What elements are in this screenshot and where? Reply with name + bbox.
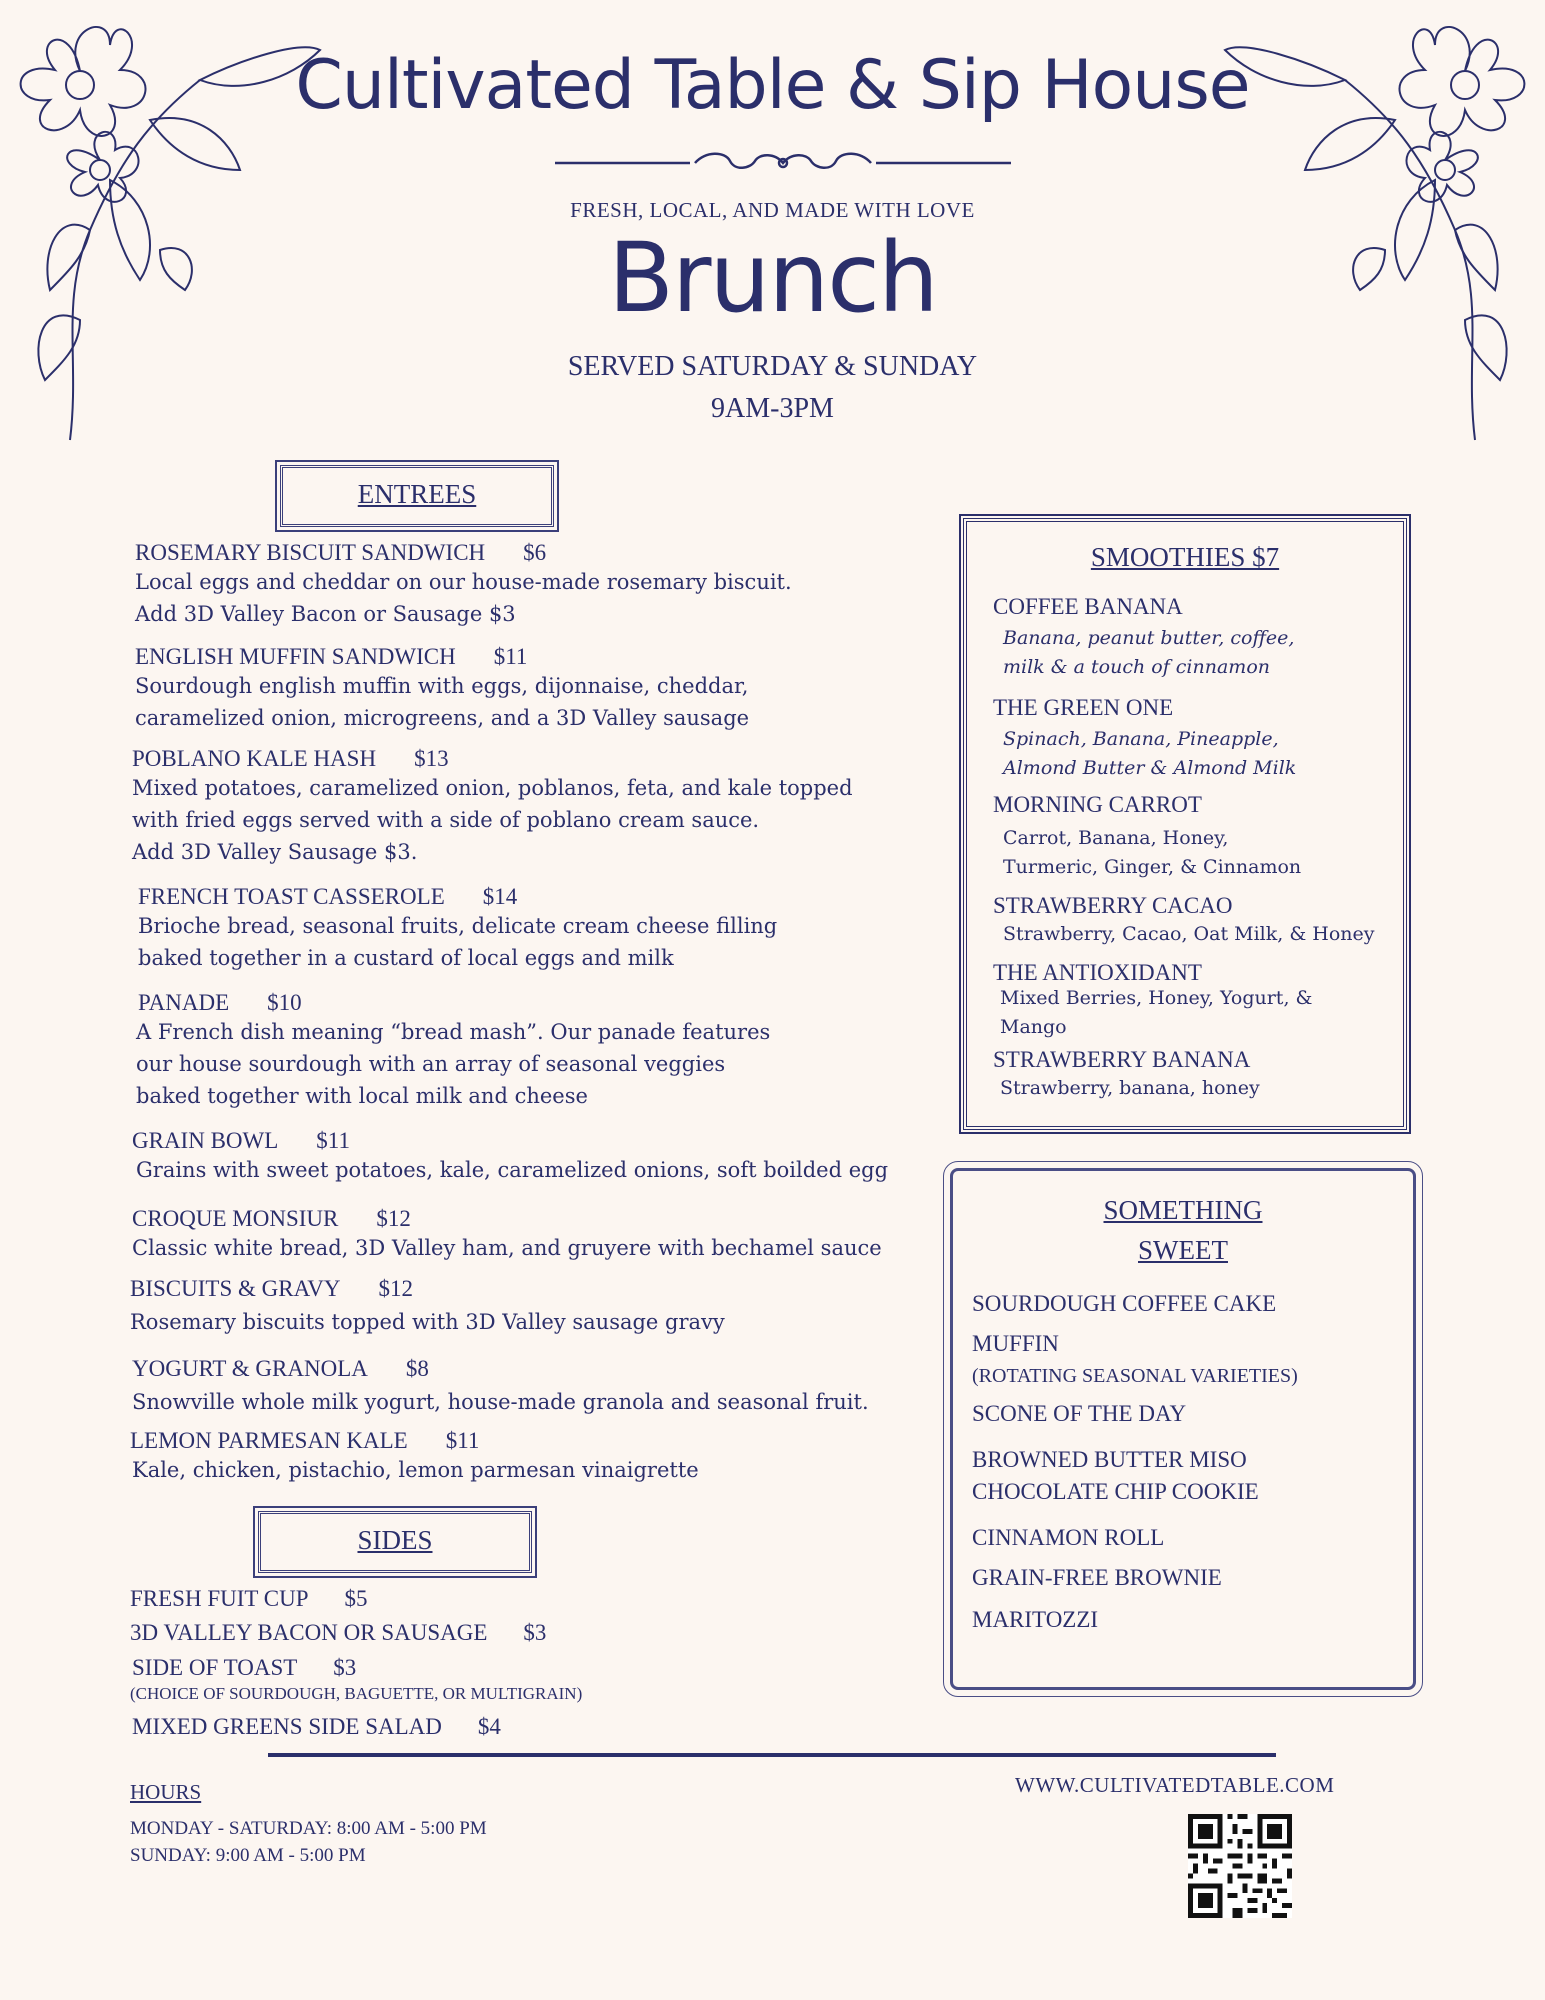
entree-price: $14 [482,884,518,909]
entree-item [132,746,912,868]
entree-name: POBLANO KALE HASH [132,746,377,771]
smoothies-heading: SMOOTHIES $7 [1090,542,1280,572]
entree-name: FRENCH TOAST CASSEROLE [138,884,445,909]
side-name: MIXED GREENS SIDE SALAD [132,1714,442,1739]
smoothie-desc [1003,920,1393,949]
sweet-heading [950,1190,1416,1270]
entree-item [132,1128,912,1186]
smoothie-name: STRAWBERRY BANANA [993,1047,1251,1072]
entree-price: $13 [414,746,449,771]
entree-desc: baked together with local milk and cheese [136,1084,588,1108]
smoothie-desc [1003,624,1393,682]
side-note: (CHOICE OF SOURDOUGH, BAGUETTE, OR MULTIGRAIN) [130,1684,583,1703]
footer-divider [268,1753,1276,1757]
smoothie-desc [1000,984,1390,1042]
entrees-heading: ENTREES [280,465,554,527]
entree-item [138,990,918,1112]
website-link[interactable]: WWW.CULTIVATEDTABLE.COM [1015,1773,1335,1797]
entree-name: GRAIN BOWL [132,1128,279,1153]
smoothie-name: THE GREEN ONE [993,695,1174,720]
side-item [130,1620,546,1646]
entree-desc: Grains with sweet potatoes, kale, caramelized onions, soft boilded egg [136,1158,889,1182]
entree-name: CROQUE MONSIUR [132,1206,339,1231]
sweet-item: MUFFIN [972,1331,1059,1356]
entree-name: YOGURT & GRANOLA [132,1356,368,1381]
smoothie-desc-line: Turmeric, Ginger, & Cinnamon [1003,856,1302,878]
smoothie-name: COFFEE BANANA [993,594,1183,619]
entree-desc: Local eggs and cheddar on our house-made rosemary biscuit. [135,570,792,594]
smoothie-desc-line: Almond Butter & Almond Milk [1003,757,1297,779]
entree-item [130,1276,910,1338]
ornamental-divider [555,147,1011,177]
side-item [132,1655,356,1681]
side-price: $3 [523,1620,547,1645]
smoothie-desc-line: milk & a touch of cinnamon [1003,656,1270,678]
hours-line: SUNDAY: 9:00 AM - 5:00 PM [130,1845,366,1866]
side-name: 3D VALLEY BACON OR SAUSAGE [130,1620,488,1645]
hours-heading: HOURS [130,1780,202,1804]
smoothie-desc-line: Strawberry, banana, honey [1000,1077,1260,1099]
entree-desc: Kale, chicken, pistachio, lemon parmesan vinaigrette [132,1458,699,1482]
side-item [130,1586,368,1612]
entree-item [132,1206,912,1264]
side-name: FRESH FUIT CUP [130,1586,309,1611]
entree-desc: Brioche bread, seasonal fruits, delicate cream cheese filling [138,914,778,938]
entree-desc: with fried eggs served with a side of poblano cream sauce. [132,808,760,832]
sweet-heading-line: SOMETHING [1103,1195,1263,1225]
smoothie-desc-line: Strawberry, Cacao, Oat Milk, & Honey [1003,923,1375,945]
smoothie-desc [1003,824,1393,882]
menu-name: Brunch [608,222,937,334]
sweet-item: CINNAMON ROLL [972,1525,1165,1550]
served-info [0,346,1545,430]
entree-item [138,884,918,974]
entree-name: BISCUITS & GRAVY [130,1276,341,1301]
sweet-item: MARITOZZI [972,1607,1099,1632]
entree-item [130,1428,910,1486]
sweet-item: BROWNED BUTTER MISO [972,1447,1247,1472]
entree-desc: our house sourdough with an array of seasonal veggies [136,1052,726,1076]
smoothie-desc [1003,725,1393,783]
entree-desc: Rosemary biscuits topped with 3D Valley sausage gravy [130,1310,725,1334]
entree-price: $12 [378,1276,413,1301]
entree-price: $11 [493,644,528,669]
entree-name: ENGLISH MUFFIN SANDWICH [135,644,456,669]
smoothie-desc-line: Mixed Berries, Honey, Yogurt, & [1000,987,1313,1009]
entree-price: $11 [316,1128,350,1153]
sweet-heading-line: SWEET [1138,1235,1228,1265]
entree-price: $11 [445,1428,480,1453]
entree-desc: Snowville whole milk yogurt, house-made granola and seasonal fruit. [132,1390,869,1414]
side-item [132,1714,501,1740]
sweet-item: SOURDOUGH COFFEE CAKE [972,1291,1277,1316]
smoothie-desc-line: Carrot, Banana, Honey, [1003,827,1229,849]
side-price: $3 [333,1655,357,1680]
entree-desc: Classic white bread, 3D Valley ham, and gruyere with bechamel sauce [132,1236,882,1260]
entree-desc: Add 3D Valley Sausage $3. [132,840,418,864]
served-days: SERVED SATURDAY & SUNDAY [567,351,978,382]
entree-item [132,1356,912,1418]
entree-item [135,540,915,630]
entree-item [135,644,915,734]
smoothie-desc-line: Spinach, Banana, Pineapple, [1003,728,1279,750]
entree-desc: Add 3D Valley Bacon or Sausage $3 [135,602,516,626]
side-price: $4 [477,1714,501,1739]
entree-desc: A French dish meaning “bread mash”. Our panade features [136,1020,771,1044]
sides-heading: SIDES [258,1511,532,1573]
qr-code-icon[interactable] [1188,1814,1292,1918]
smoothie-name: THE ANTIOXIDANT [993,960,1202,985]
sweet-item: CHOCOLATE CHIP COOKIE [972,1479,1259,1504]
entree-price: $8 [405,1356,429,1381]
side-price: $5 [344,1586,368,1611]
entree-name: ROSEMARY BISCUIT SANDWICH [135,540,486,565]
smoothie-name: MORNING CARROT [993,792,1202,817]
entree-price: $12 [376,1206,411,1231]
entree-price: $6 [523,540,547,565]
sweet-item: SCONE OF THE DAY [972,1401,1187,1426]
smoothie-desc-line: Banana, peanut butter, coffee, [1003,627,1295,649]
smoothie-desc [1000,1074,1390,1103]
hours-line: MONDAY - SATURDAY: 8:00 AM - 5:00 PM [130,1818,487,1839]
sweet-item: GRAIN-FREE BROWNIE [972,1565,1222,1590]
restaurant-title: Cultivated Table & Sip House [295,46,1250,125]
entree-desc: Mixed potatoes, caramelized onion, poblanos, feta, and kale topped [132,776,853,800]
served-hours: 9AM-3PM [711,393,834,424]
entree-name: LEMON PARMESAN KALE [130,1428,408,1453]
entree-name: PANADE [138,990,230,1015]
entree-desc: baked together in a custard of local eggs and milk [138,946,674,970]
entree-desc: Sourdough english muffin with eggs, dijonnaise, cheddar, [135,674,749,698]
entree-desc: caramelized onion, microgreens, and a 3D Valley sausage [135,706,750,730]
entree-price: $10 [267,990,302,1015]
smoothie-desc-line: Mango [1000,1016,1067,1038]
tagline: FRESH, LOCAL, AND MADE WITH LOVE [570,198,975,222]
smoothie-name: STRAWBERRY CACAO [993,893,1233,918]
sweet-item-note: (ROTATING SEASONAL VARIETIES) [972,1365,1298,1387]
side-name: SIDE OF TOAST [132,1655,298,1680]
